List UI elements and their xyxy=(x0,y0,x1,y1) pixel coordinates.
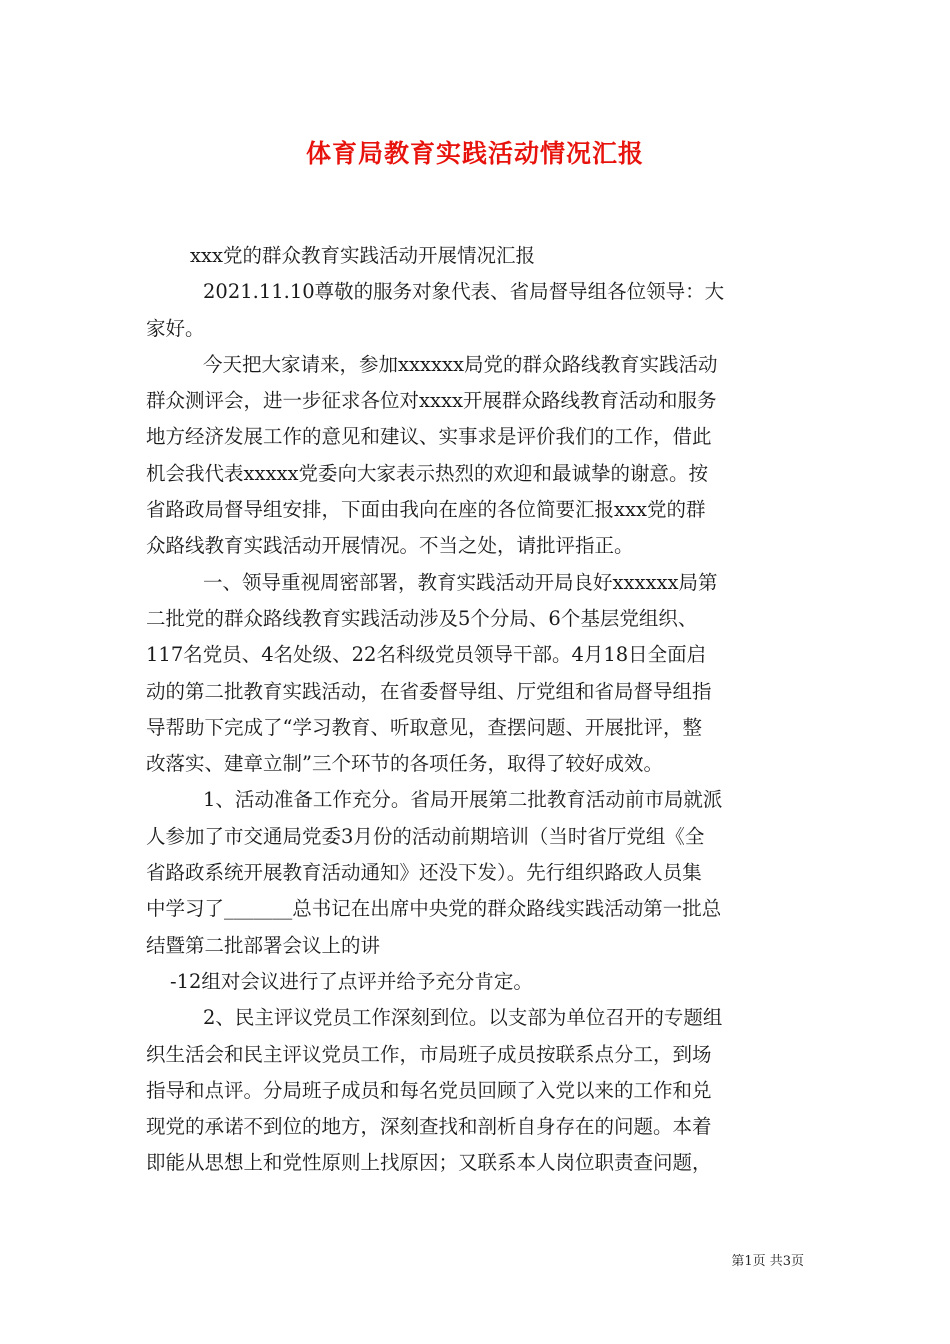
body-line: xxx党的群众教育实践活动开展情况汇报 xyxy=(190,244,535,267)
page-number: 第1页 共3页 xyxy=(731,1254,804,1269)
body-line: 改落实、建章立制”三个环节的各项任务，取得了较好成效。 xyxy=(146,752,663,776)
body-line: 地方经济发展工作的意见和建议、实事求是评价我们的工作，借此 xyxy=(146,425,712,449)
body-line: 现党的承诺不到位的地方，深刻查找和剖析自身存在的问题。本着 xyxy=(146,1115,712,1139)
body-line: 动的第二批教育实践活动，在省委督导组、厅党组和省局督导组指 xyxy=(146,679,712,703)
body-line: 导帮助下完成了“学习教育、听取意见，查摆问题、开展批评，整 xyxy=(146,715,702,739)
document-body xyxy=(146,238,806,1182)
body-line: 人参加了市交通局党委3月份的活动前期培训（当时省厅党组《全 xyxy=(146,824,705,848)
body-line: 1、活动准备工作充分。省局开展第二批教育活动前市局就派 xyxy=(203,788,723,812)
body-line: 今天把大家请来，参加xxxxxx局党的群众路线教育实践活动 xyxy=(203,352,718,376)
body-line: 指导和点评。分局班子成员和每名党员回顾了入党以来的工作和兑 xyxy=(146,1078,712,1102)
document-title: 体育局教育实践活动情况汇报 xyxy=(305,139,644,168)
body-line: 家好。 xyxy=(146,316,205,340)
body-line: 即能从思想上和党性原则上找原因；又联系本人岗位职责查问题， xyxy=(146,1151,712,1175)
body-line: -12组对会议进行了点评并给予充分肯定。 xyxy=(170,969,533,993)
body-line: 省路政系统开展教育活动通知》还没下发）。先行组织路政人员集 xyxy=(146,861,702,885)
body-line: 群众测评会，进一步征求各位对xxxx开展群众路线教育活动和服务 xyxy=(146,389,717,413)
body-line: 二批党的群众路线教育实践活动涉及5个分局、6个基层党组织、 xyxy=(146,606,698,630)
body-line: 2021.11.10尊敬的服务对象代表、省局督导组各位领导：大 xyxy=(203,280,725,304)
body-line: 中学习了_______总书记在出席中央党的群众路线实践活动第一批总 xyxy=(146,897,722,921)
body-line: 2、民主评议党员工作深刻到位。以支部为单位召开的专题组 xyxy=(203,1006,723,1030)
body-line: 一、领导重视周密部署，教育实践活动开局良好xxxxxx局第 xyxy=(203,570,718,594)
body-line: 织生活会和民主评议党员工作，市局班子成员按联系点分工，到场 xyxy=(146,1042,712,1066)
body-line: 省路政局督导组安排，下面由我向在座的各位简要汇报xxx党的群 xyxy=(146,498,706,522)
body-line: 117名党员、4名处级、22名科级党员领导干部。4月18日全面启 xyxy=(146,643,707,667)
body-line: 机会我代表xxxxx党委向大家表示热烈的欢迎和最诚挚的谢意。按 xyxy=(146,461,708,485)
body-line: 众路线教育实践活动开展情况。不当之处，请批评指正。 xyxy=(146,534,634,558)
body-line: 结暨第二批部署会议上的讲 xyxy=(146,933,381,957)
